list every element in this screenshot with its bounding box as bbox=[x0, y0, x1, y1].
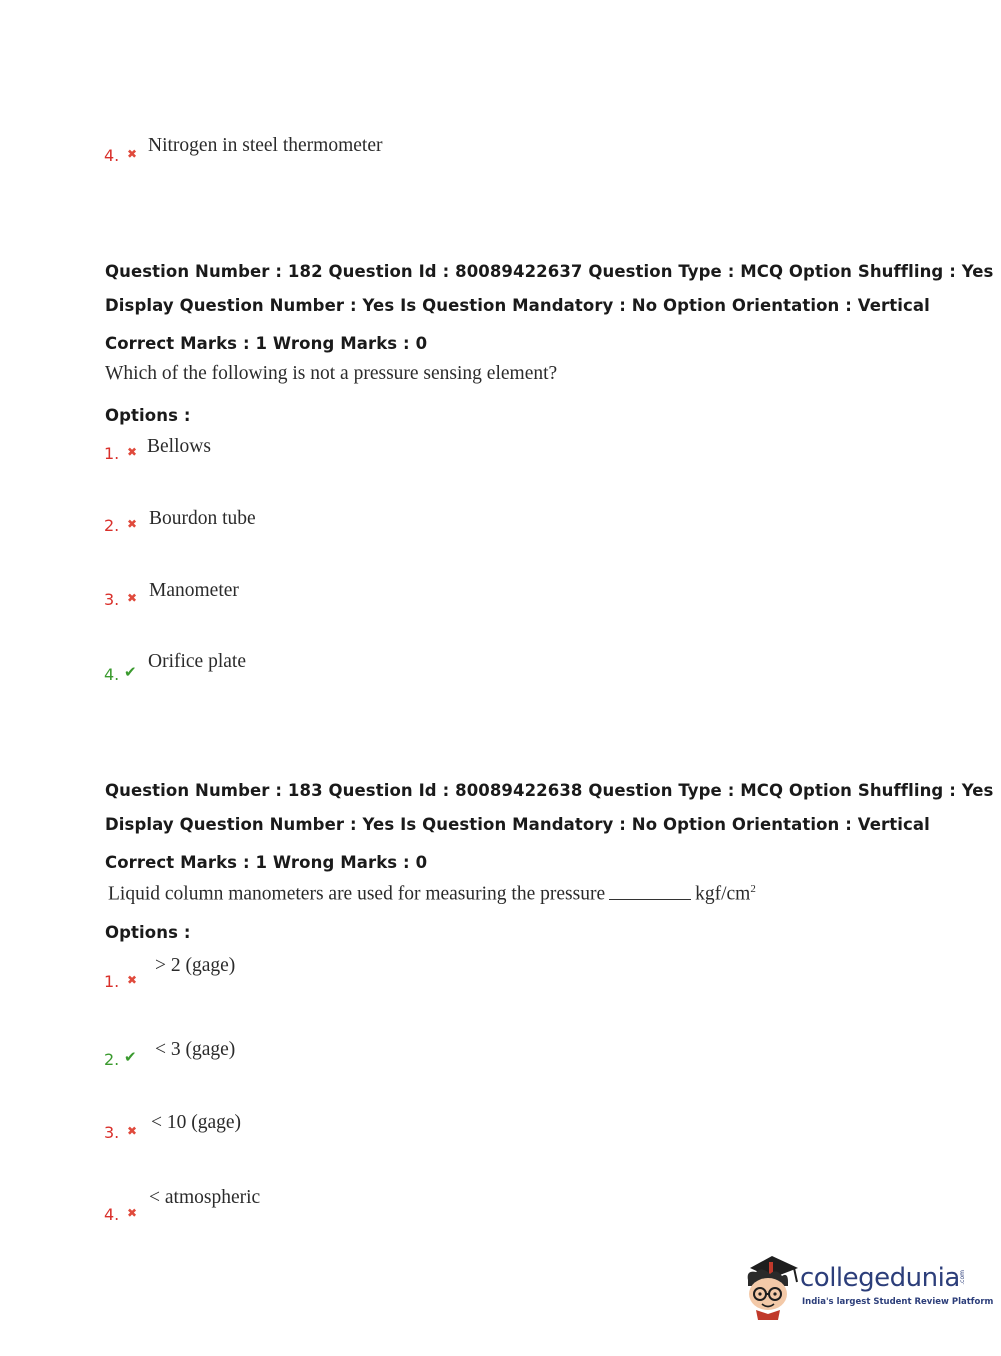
option-text: < 10 (gage) bbox=[151, 1112, 242, 1133]
cross-icon: ✖ bbox=[127, 147, 138, 161]
question-meta-line1: Question Number : 183 Question Id : 80089422638 Question Type : MCQ Option Shuffling : Yes bbox=[105, 781, 994, 800]
option-number: 1. bbox=[104, 444, 120, 463]
mascot-icon bbox=[742, 1250, 802, 1320]
option-text: Nitrogen in steel thermometer bbox=[148, 135, 383, 156]
logo-wordmark: collegedunia bbox=[800, 1263, 960, 1293]
collegedunia-logo[interactable] bbox=[742, 1250, 994, 1322]
question-meta-line2: Display Question Number : Yes Is Question Mandatory : No Option Orientation : Vertical bbox=[105, 296, 930, 315]
option-text: < 3 (gage) bbox=[155, 1039, 236, 1060]
question-meta-line1: Question Number : 182 Question Id : 80089422637 Question Type : MCQ Option Shuffling : Yes bbox=[105, 262, 994, 281]
cross-icon: ✖ bbox=[127, 1206, 138, 1220]
option-number: 4. bbox=[104, 665, 120, 684]
question-unit: kgf/cm bbox=[695, 883, 751, 905]
question-unit-exponent: 2 bbox=[750, 883, 756, 895]
option-text: Bourdon tube bbox=[149, 508, 256, 529]
options-label: Options : bbox=[105, 923, 191, 942]
option-number: 4. bbox=[104, 146, 120, 165]
options-label: Options : bbox=[105, 406, 191, 425]
question-text-part: Liquid column manometers are used for measuring the pressure bbox=[108, 883, 606, 905]
cross-icon: ✖ bbox=[127, 973, 138, 987]
question-marks: Correct Marks : 1 Wrong Marks : 0 bbox=[105, 334, 428, 353]
question-text: Which of the following is not a pressure sensing element? bbox=[105, 363, 558, 384]
option-text: Bellows bbox=[147, 436, 211, 457]
option-text: Manometer bbox=[149, 580, 239, 601]
option-number: 1. bbox=[104, 972, 120, 991]
check-icon: ✔ bbox=[124, 663, 137, 681]
logo-tagline: India's largest Student Review Platform bbox=[802, 1297, 994, 1307]
option-number: 4. bbox=[104, 1205, 120, 1224]
option-number: 2. bbox=[104, 516, 120, 535]
option-text: < atmospheric bbox=[149, 1187, 261, 1208]
cross-icon: ✖ bbox=[127, 1124, 138, 1138]
option-number: 3. bbox=[104, 1123, 120, 1142]
check-icon: ✔ bbox=[124, 1048, 137, 1066]
cross-icon: ✖ bbox=[127, 591, 138, 605]
logo-domain-suffix: .com bbox=[959, 1270, 966, 1285]
cross-icon: ✖ bbox=[127, 517, 138, 531]
answer-blank bbox=[609, 897, 691, 900]
question-text bbox=[108, 883, 756, 906]
option-number: 2. bbox=[104, 1050, 120, 1069]
cross-icon: ✖ bbox=[127, 445, 138, 459]
option-text: Orifice plate bbox=[148, 651, 246, 672]
option-text: > 2 (gage) bbox=[155, 955, 236, 976]
question-marks: Correct Marks : 1 Wrong Marks : 0 bbox=[105, 853, 428, 872]
question-meta-line2: Display Question Number : Yes Is Question Mandatory : No Option Orientation : Vertical bbox=[105, 815, 930, 834]
option-number: 3. bbox=[104, 590, 120, 609]
